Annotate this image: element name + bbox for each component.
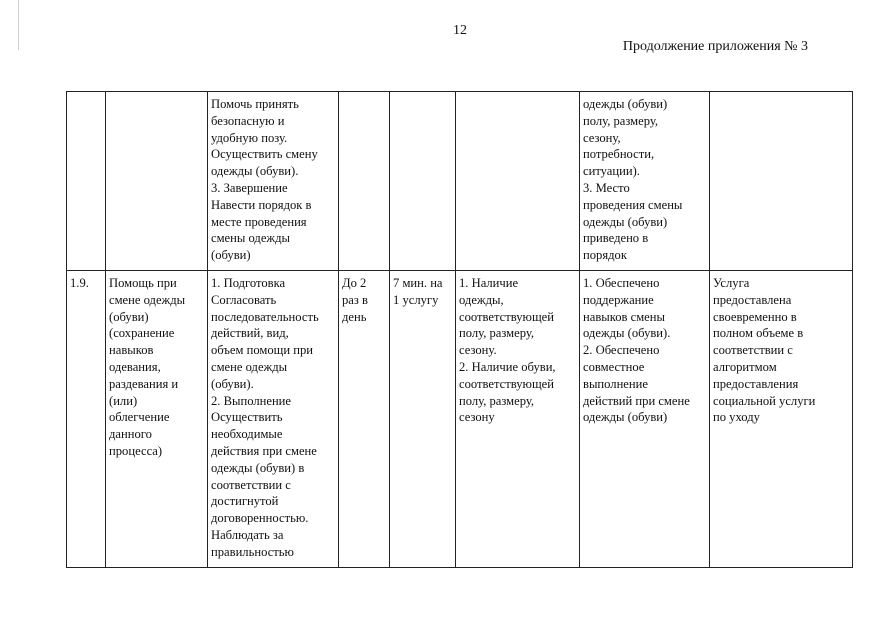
appendix-continuation-title: Продолжение приложения № 3 [622,39,808,54]
service-standard-table [66,91,853,568]
cell-duration: 7 мин. на 1 услугу [390,271,456,568]
page-number: 12 [453,23,467,38]
cell-service-name [106,92,208,271]
cell-conditions [456,92,580,271]
cell-result: 1. Обеспечено поддержание навыков смены одежды (обуви). 2. Обеспечено совместное выполнение действий при смене одежды (обуви) [580,271,710,568]
cell-number: 1.9. [67,271,106,568]
cell-frequency [339,92,390,271]
cell-duration [390,92,456,271]
cell-frequency: До 2 раз в день [339,271,390,568]
cell-quality [710,92,853,271]
cell-number [67,92,106,271]
table-row-continuation [67,92,853,271]
cell-service-name: Помощь при смене одежды (обуви) (сохранение навыков одевания, раздевания и (или) облегчение данного процесса) [106,271,208,568]
cell-service-description: 1. Подготовка Согласовать последовательность действий, вид, объем помощи при смене одежды (обуви). 2. Выполнение Осуществить необходимые действия при смене одежды (обуви) в соответствии с достигнутой договоренностью. Наблюдать за правильностью [208,271,339,568]
scan-margin-line [18,0,19,50]
cell-conditions: 1. Наличие одежды, соответствующей полу, размеру, сезону. 2. Наличие обуви, соответствующей полу, размеру, сезону [456,271,580,568]
cell-result: одежды (обуви) полу, размеру, сезону, потребности, ситуации). 3. Место проведения смены одежды (обуви) приведено в порядок [580,92,710,271]
cell-quality: Услуга предоставлена своевременно в полном объеме в соответствии с алгоритмом предоставления социальной услуги по уходу [710,271,853,568]
cell-service-description: Помочь принять безопасную и удобную позу. Осуществить смену одежды (обуви). 3. Завершение Навести порядок в месте проведения смены одежды (обуви) [208,92,339,271]
table-row-1-9 [67,271,853,568]
